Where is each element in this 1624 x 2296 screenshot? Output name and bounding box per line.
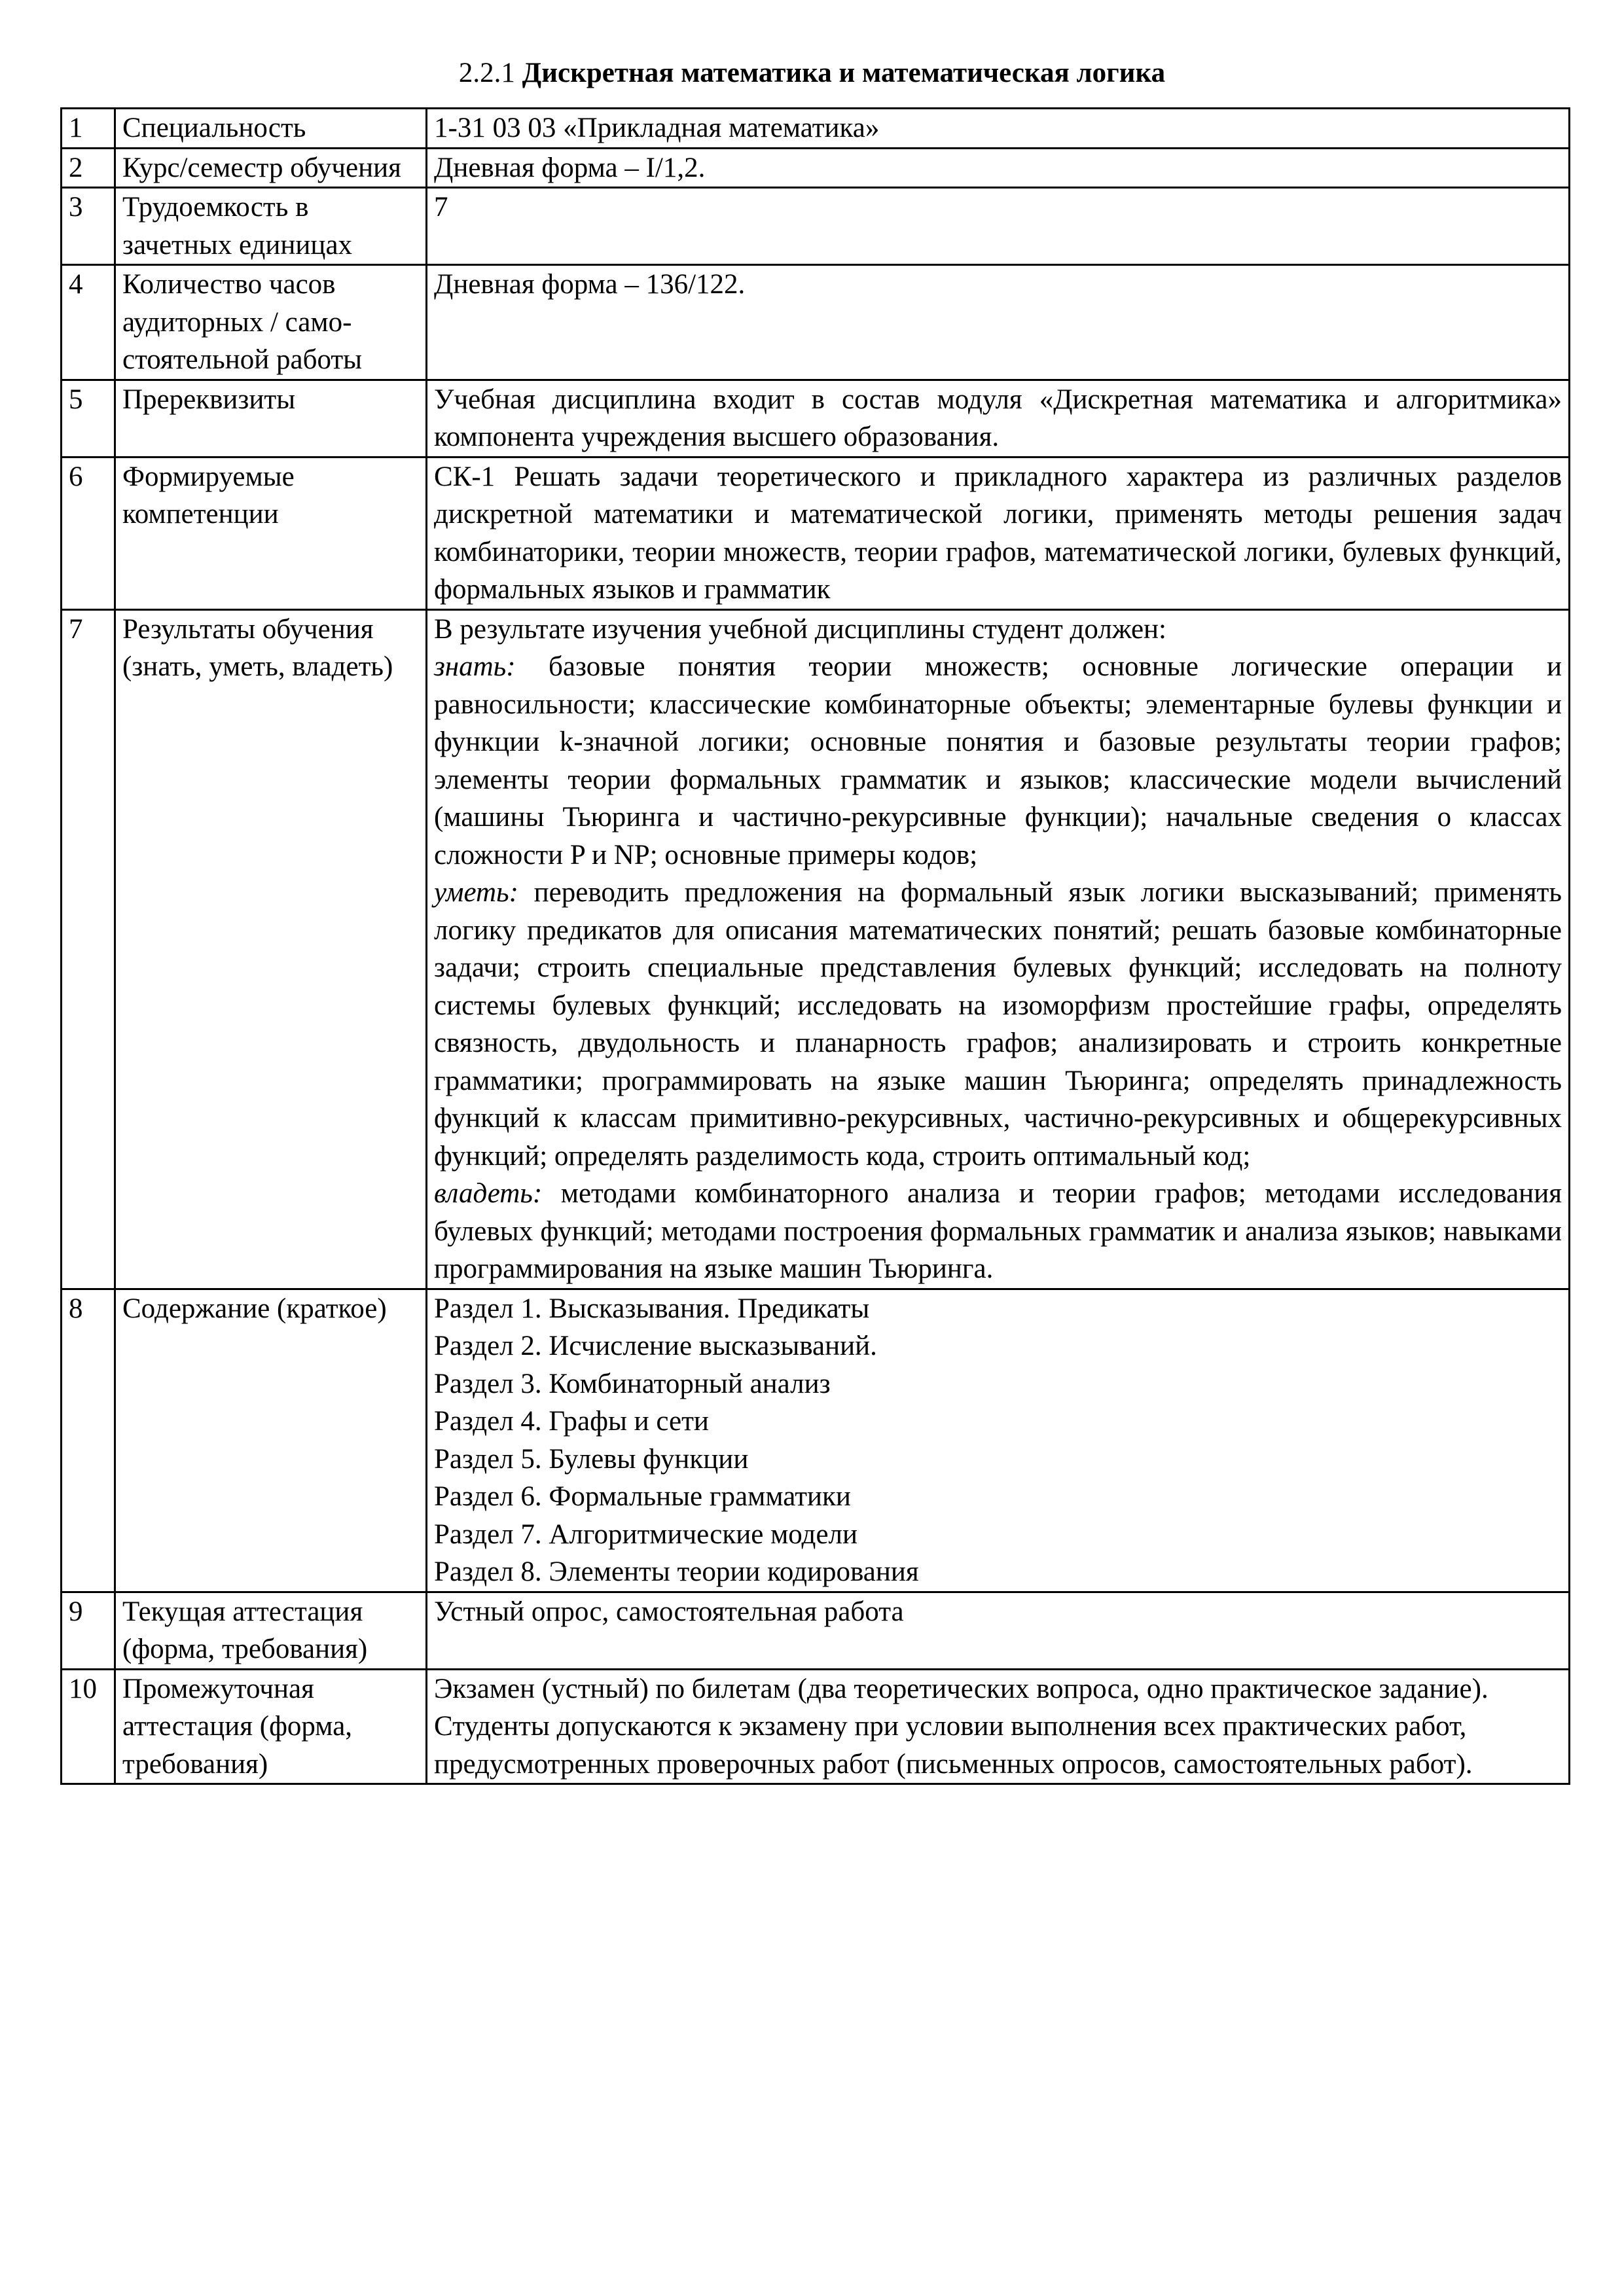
know-text: базовые понятия теории множеств; основные логические операции и равносильности; классические комбинаторные объекты; элементарные булевы функции и функции k-значной логики; основные понятия и базовые результаты теории графов; элементы теории формальных грамматик и языков; классические модели вычислений (машины Тьюринга и частично-рекурсивные функции); начальные сведения о классах сложности P и NP; основные примеры кодов; — [434, 651, 1562, 870]
row-label: Текущая аттестация (форма, требования) — [115, 1592, 427, 1669]
row-value: СК-1 Решать задачи теоретического и прикладного характера из различных разделов дискретной математики и математической логики, применять методы решения задач комбинаторики, теории множеств, теории графов, математической логики, булевых функций, формальных языков и грамматик — [427, 457, 1570, 609]
row-label: Результаты обучения (знать, уметь, владеть) — [115, 609, 427, 1289]
table-row — [62, 265, 1570, 380]
own-text: методами комбинаторного анализа и теории графов; методами исследования булевых функций; методами построения формальных грамматик и анализа языков; навыками программирования на языке машин Тьюринга. — [434, 1178, 1562, 1284]
table-row — [62, 109, 1570, 149]
content-section-item: Раздел 5. Булевы функции — [434, 1443, 749, 1475]
row-label: Количество часов аудиторных / само-стоятельной работы — [115, 265, 427, 380]
row-number: 4 — [62, 265, 115, 380]
content-section-item: Раздел 3. Комбинаторный анализ — [434, 1368, 831, 1399]
row-label: Курс/семестр обучения — [115, 148, 427, 188]
table-row — [62, 457, 1570, 609]
table-row — [62, 380, 1570, 457]
row-value: Учебная дисциплина входит в состав модуля «Дискретная математика и алгоритмика» компонента учреждения высшего образования. — [427, 380, 1570, 457]
row-label: Содержание (краткое) — [115, 1289, 427, 1592]
content-section-item: Раздел 6. Формальные грамматики — [434, 1481, 851, 1512]
outcomes-own — [434, 1175, 1562, 1288]
outcomes-can — [434, 874, 1562, 1175]
row-number: 10 — [62, 1669, 115, 1784]
discipline-table — [60, 107, 1570, 1785]
outcomes-intro: В результате изучения учебной дисциплины студент должен: — [434, 613, 1167, 645]
section-heading — [0, 55, 1624, 92]
row-value: Экзамен (устный) по билетам (два теоретических вопроса, одно практическое задание). Студенты допускаются к экзамену при условии выполнения всех практических работ, предусмотренных проверочных работ (письменных опросов, самостоятельных работ). — [427, 1669, 1570, 1784]
section-title: Дискретная математика и математическая логика — [522, 58, 1166, 88]
content-section-item: Раздел 1. Высказывания. Предикаты — [434, 1293, 870, 1324]
section-number: 2.2.1 — [458, 58, 515, 88]
row-value: 7 — [427, 188, 1570, 265]
can-label: уметь: — [434, 877, 518, 908]
own-label: владеть: — [434, 1178, 543, 1209]
row-number: 1 — [62, 109, 115, 149]
content-section-item: Раздел 2. Исчисление высказываний. — [434, 1331, 877, 1361]
content-section-item: Раздел 8. Элементы теории кодирования — [434, 1556, 919, 1587]
row-label: Промежуточная аттестация (форма, требования) — [115, 1669, 427, 1784]
row-number: 3 — [62, 188, 115, 265]
row-label: Пререквизиты — [115, 380, 427, 457]
table-row — [62, 1592, 1570, 1669]
row-value: Дневная форма – 136/122. — [427, 265, 1570, 380]
content-section-item: Раздел 4. Графы и сети — [434, 1406, 709, 1437]
row-value: Устный опрос, самостоятельная работа — [427, 1592, 1570, 1669]
row-number: 9 — [62, 1592, 115, 1669]
can-text: переводить предложения на формальный язык логики высказываний; применять логику предикатов для описания математических понятий; решать базовые комбинаторные задачи; строить специальные представления булевых функций; исследовать на полноту системы булевых функций; исследовать на изоморфизм простейшие графы, определять связность, двудольность и планарность графов; анализировать и строить конкретные грамматики; программировать на языке машин Тьюринга; определять принадлежность функций к классам примитивно-рекурсивных, частично-рекурсивных и общерекурсивных функций; определять разделимость кода, строить оптимальный код; — [434, 877, 1562, 1172]
learning-outcomes — [427, 609, 1570, 1289]
know-label: знать: — [434, 651, 516, 682]
table-row — [62, 148, 1570, 188]
row-number: 7 — [62, 609, 115, 1289]
table-row — [62, 1669, 1570, 1784]
table-row — [62, 609, 1570, 1289]
table-row — [62, 188, 1570, 265]
row-number: 8 — [62, 1289, 115, 1592]
row-label: Формируемые компетенции — [115, 457, 427, 609]
outcomes-know — [434, 648, 1562, 874]
row-number: 5 — [62, 380, 115, 457]
row-label: Трудоемкость в зачетных единицах — [115, 188, 427, 265]
content-section-item: Раздел 7. Алгоритмические модели — [434, 1518, 857, 1550]
row-value: 1-31 03 03 «Прикладная математика» — [427, 109, 1570, 149]
row-label: Специальность — [115, 109, 427, 149]
content-sections — [427, 1289, 1570, 1592]
row-number: 2 — [62, 148, 115, 188]
table-row — [62, 1289, 1570, 1592]
row-value: Дневная форма – I/1,2. — [427, 148, 1570, 188]
row-number: 6 — [62, 457, 115, 609]
